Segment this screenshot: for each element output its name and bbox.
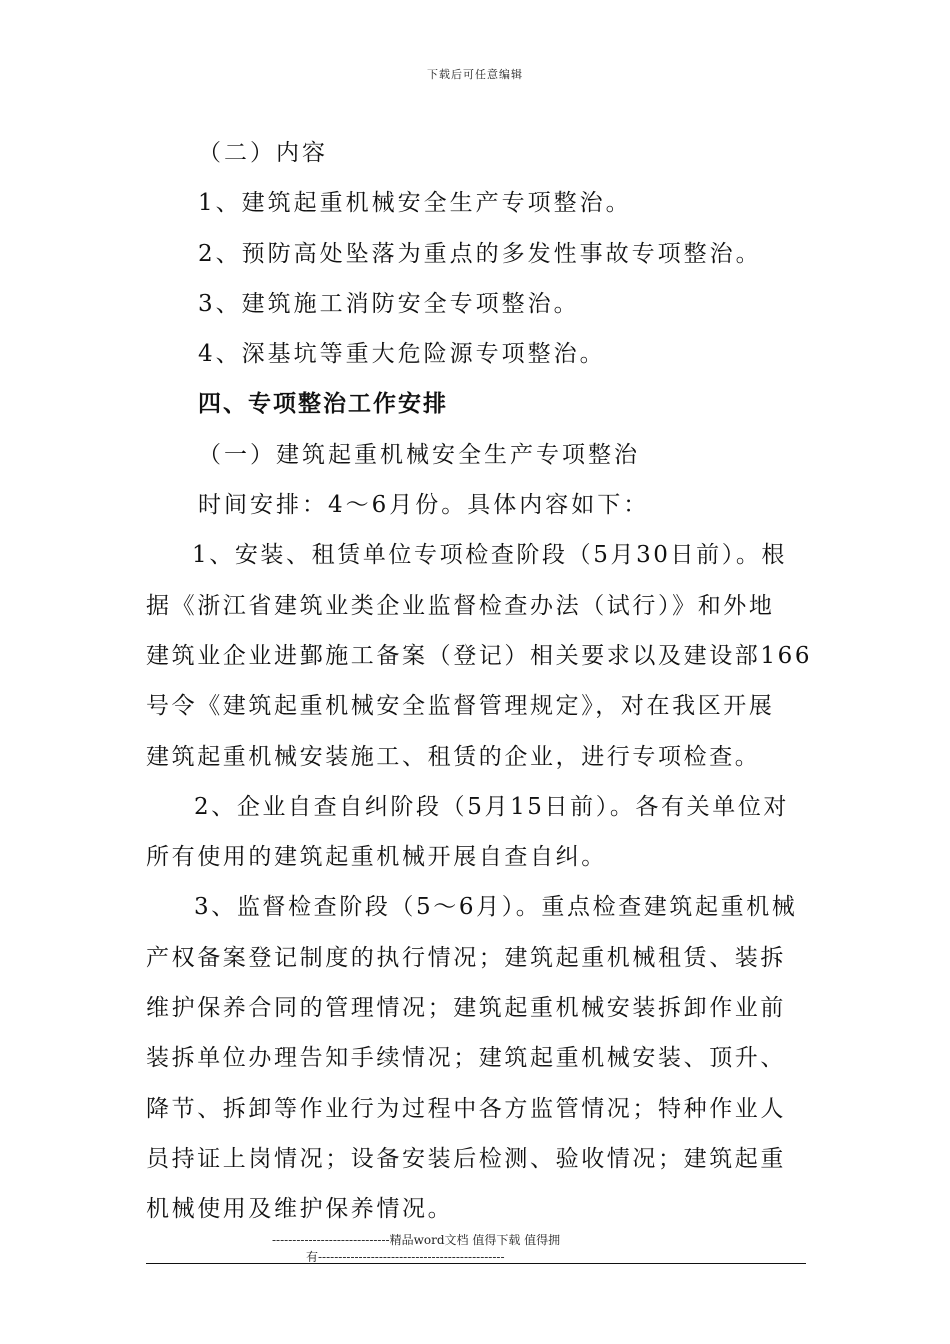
- subsection-heading: （一）建筑起重机械安全生产专项整治: [198, 441, 640, 468]
- footer-rule: [146, 1263, 806, 1264]
- paragraph-line: 1、安装、租赁单位专项检查阶段（5月30日前）。根: [192, 542, 788, 569]
- paragraph-line: 维护保养合同的管理情况；建筑起重机械安装拆卸作业前: [146, 995, 786, 1022]
- paragraph-line: 建筑起重机械安装施工、租赁的企业，进行专项检查。: [146, 743, 761, 770]
- paragraph-line: 产权备案登记制度的执行情况；建筑起重机械租赁、装拆: [146, 944, 786, 971]
- paragraph-line: 时间安排：4～6月份。具体内容如下：: [198, 492, 650, 519]
- paragraph-line: 机械使用及维护保养情况。: [146, 1196, 454, 1223]
- paragraph-line: 装拆单位办理告知手续情况；建筑起重机械安装、顶升、: [146, 1045, 786, 1072]
- page-header-note: 下载后可任意编辑: [427, 68, 523, 81]
- paragraph-line: 据《浙江省建筑业类企业监督检查办法（试行）》和外地: [146, 592, 775, 619]
- footer-line-2: 有----------------------------------------------: [306, 1250, 505, 1264]
- list-item: 1、建筑起重机械安全生产专项整治。: [198, 190, 632, 217]
- list-item: 2、预防高处坠落为重点的多发性事故专项整治。: [198, 240, 762, 267]
- paragraph-line: 号令《建筑起重机械安全监督管理规定》，对在我区开展: [146, 693, 775, 720]
- paragraph-line: 3、监督检查阶段（5～6月）。重点检查建筑起重机械: [194, 894, 798, 921]
- page-footer: [272, 1232, 560, 1266]
- paragraph-line: 建筑业企业进鄞施工备案（登记）相关要求以及建设部166: [146, 642, 813, 669]
- footer-line-1: -----------------------------精品word文档 值得下载 值得拥: [272, 1233, 561, 1247]
- document-body: [146, 128, 813, 1235]
- list-item: 3、建筑施工消防安全专项整治。: [198, 290, 580, 317]
- list-item: 4、深基坑等重大危险源专项整治。: [198, 341, 606, 368]
- paragraph-line: 员持证上岗情况；设备安装后检测、验收情况；建筑起重: [146, 1145, 786, 1172]
- paragraph-line: 2、企业自查自纠阶段（5月15日前）。各有关单位对: [194, 793, 790, 820]
- paragraph-line: 降节、拆卸等作业行为过程中各方监管情况；特种作业人: [146, 1095, 786, 1122]
- section-heading-content: （二）内容: [198, 140, 328, 166]
- paragraph-line: 所有使用的建筑起重机械开展自查自纠。: [146, 844, 607, 871]
- section-heading-arrangement: 四、专项整治工作安排: [198, 391, 448, 418]
